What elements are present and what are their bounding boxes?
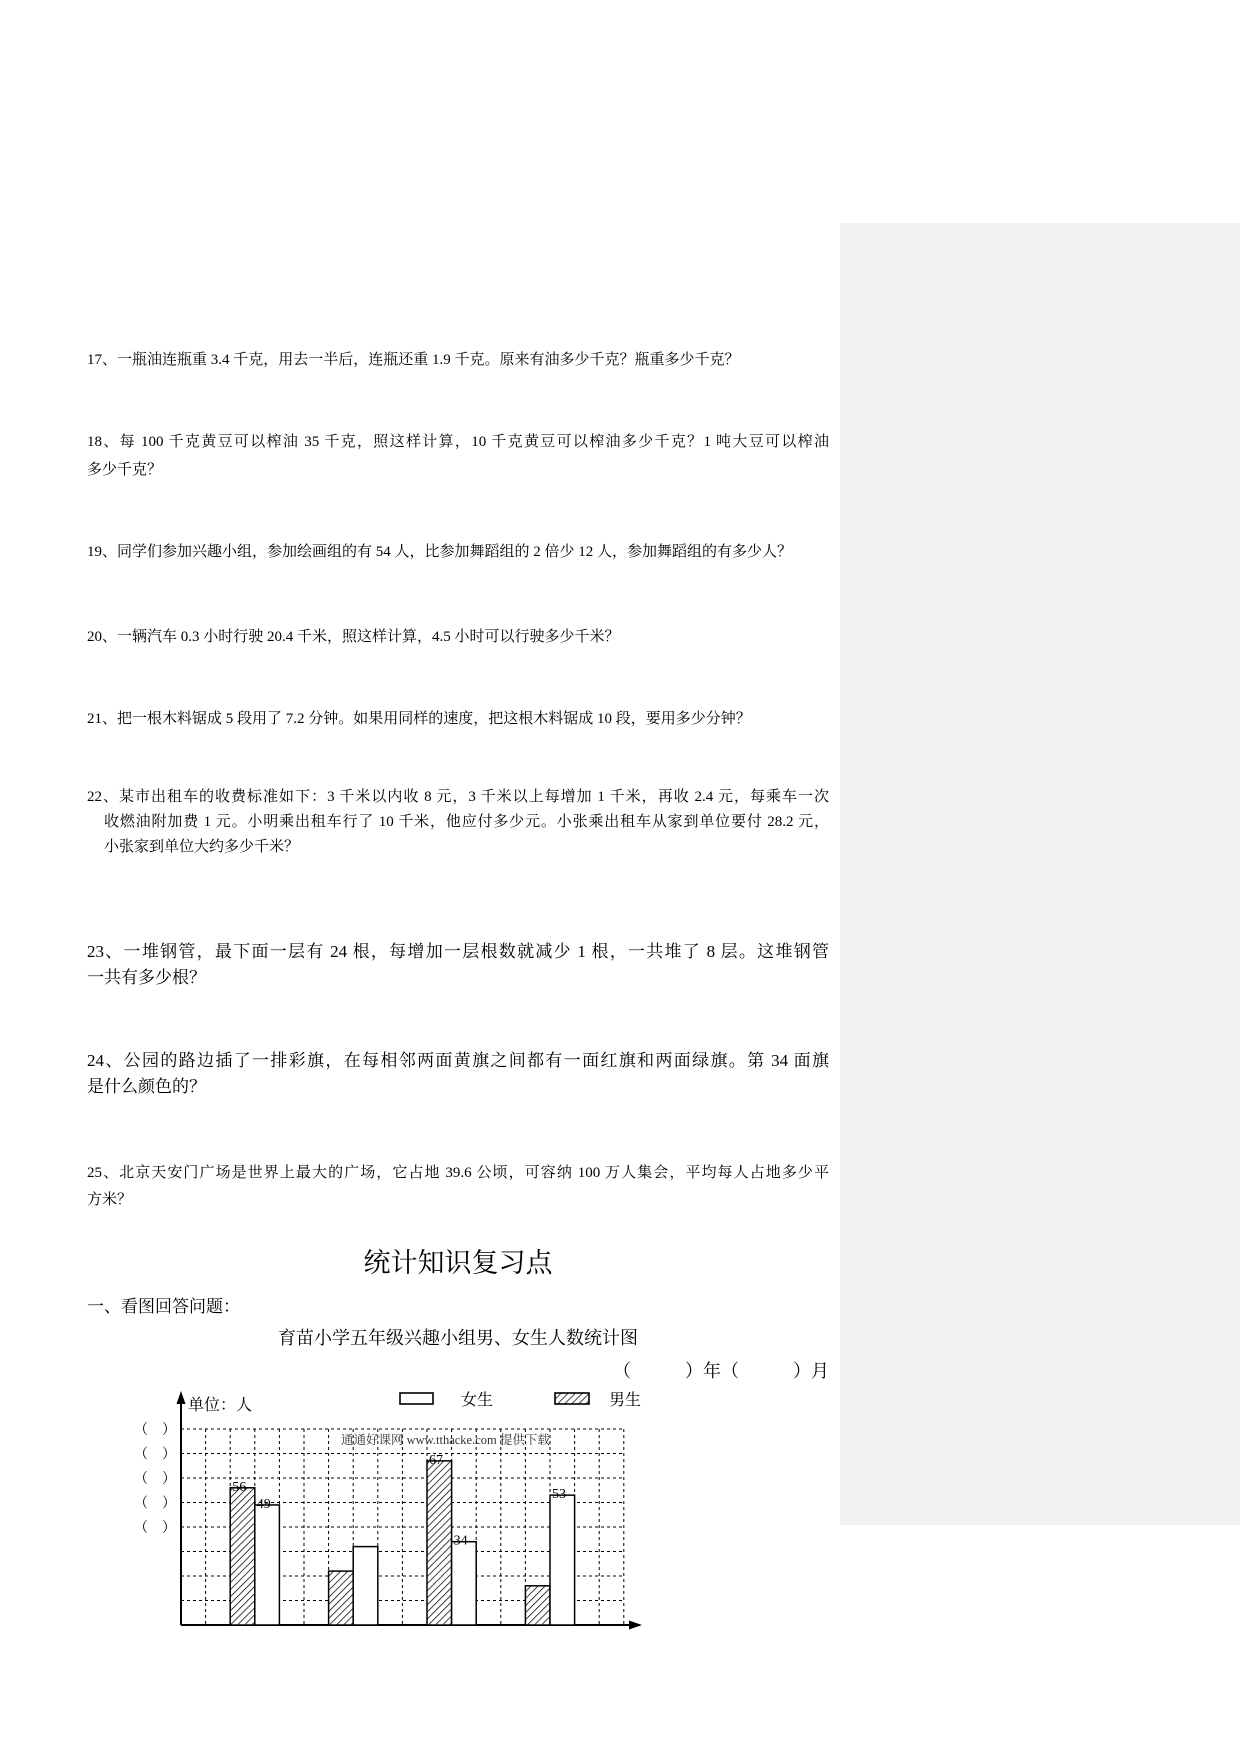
y-axis-blank-label: （ ） [134,1496,176,1512]
question-17-line-1: 17、一瓶油连瓶重 3.4 千克，用去一半后，连瓶还重 1.9 千克。原来有油多少千克？瓶重多少千克？ [87,352,740,368]
question-24 [87,1048,829,1100]
data-labels [232,1453,566,1549]
bar-series-2 [550,1495,575,1625]
legend-label-girls: 女生 [461,1392,494,1409]
question-23-line-2: 一共有多少根？ [87,968,206,987]
watermark-text: 通通好课网 www.tthacke.com 提供下载 [341,1433,550,1447]
question-18-line-1: 18、每 100 千克黄豆可以榨油 35 千克，照这样计算，10 千克黄豆可以榨油多少千克？1 吨大豆可以榨油 [87,434,829,450]
question-22-line-1: 22、某市出租车的收费标准如下：3 千米以内收 8 元，3 千米以上每增加 1 千米，再收 2.4 元，每乘车一次 [87,789,829,805]
y-axis-blank-label: （ ） [134,1521,176,1536]
data-label: 56 [232,1479,247,1495]
legend-swatch-girls [400,1393,433,1404]
question-21 [87,705,829,733]
question-17 [87,346,829,374]
bar-series-2 [353,1547,378,1625]
bar-series-1 [427,1461,452,1625]
data-label: 53 [552,1487,566,1503]
question-25-line-1: 25、北京天安门广场是世界上最大的广场，它占地 39.6 公顷，可容纳 100 万人集会，平均每人占地多少平 [87,1165,829,1181]
bar-series-2 [452,1542,477,1625]
question-20 [87,623,829,651]
question-23-line-1: 23、一堆钢管，最下面一层有 24 根，每增加一层根数就减少 1 根，一共堆了 8 层。这堆钢管 [87,942,829,961]
comment-sidebar [840,223,1240,1525]
y-axis-blank-label: （ ） [134,1423,176,1438]
question-19-line-1: 19、同学们参加兴趣小组，参加绘画组的有 54 人，比参加舞蹈组的 2 倍少 12 人，参加舞蹈组的有多少人？ [87,544,793,560]
legend-swatch-boys [555,1393,589,1404]
question-24-line-2: 是什么颜色的？ [87,1077,206,1096]
question-19 [87,538,829,566]
bar-series-1 [329,1571,354,1625]
chart-title: 育苗小学五年级兴趣小组男、女生人数统计图 [278,1328,638,1348]
question-24-line-1: 24、公园的路边插了一排彩旗，在每相邻两面黄旗之间都有一面红旗和两面绿旗。第 34 面旗 [87,1051,829,1070]
data-label: 49 [256,1496,271,1512]
section-title: 统计知识复习点 [363,1248,553,1278]
data-label: 67 [429,1452,443,1468]
legend-label-boys: 男生 [609,1392,642,1409]
y-axis-blank-label: （ ） [134,1472,176,1487]
bar-series-2 [255,1505,280,1625]
question-23 [87,939,829,991]
section-heading: 一、看图回答问题： [87,1297,240,1316]
y-axis-labels [134,1422,176,1536]
bar-series-1 [525,1586,550,1625]
question-25 [87,1160,829,1214]
question-18 [87,428,829,484]
question-20-line-1: 20、一辆汽车 0.3 小时行驶 20.4 千米，照这样计算，4.5 小时可以行驶多少千米？ [87,629,620,645]
x-axis-arrow-icon [629,1621,642,1630]
data-label: 34 [453,1533,468,1549]
unit-label: 单位：人 [188,1397,253,1414]
question-22-line-2: 收燃油附加费 1 元。小明乘出租车行了 10 千米，他应付多少元。小张乘出租车从家到单位要付 28.2 元， [104,814,829,830]
question-22-line-3: 小张家到单位大约多少千米？ [104,839,300,855]
bar-series-1 [230,1488,255,1625]
question-18-line-2: 多少千克？ [87,462,163,478]
y-axis-blank-label: （ ） [134,1447,176,1463]
question-25-line-2: 方米？ [87,1192,133,1208]
bar-chart [100,1380,660,1642]
question-22 [87,785,829,860]
chart-date-blank: （ ）年（ ）月 [613,1361,829,1381]
question-21-line-1: 21、把一根木料锯成 5 段用了 7.2 分钟。如果用同样的速度，把这根木料锯成 10 段，要用多少分钟？ [87,711,751,727]
y-axis-arrow-icon [177,1391,186,1404]
legend [400,1391,641,1409]
